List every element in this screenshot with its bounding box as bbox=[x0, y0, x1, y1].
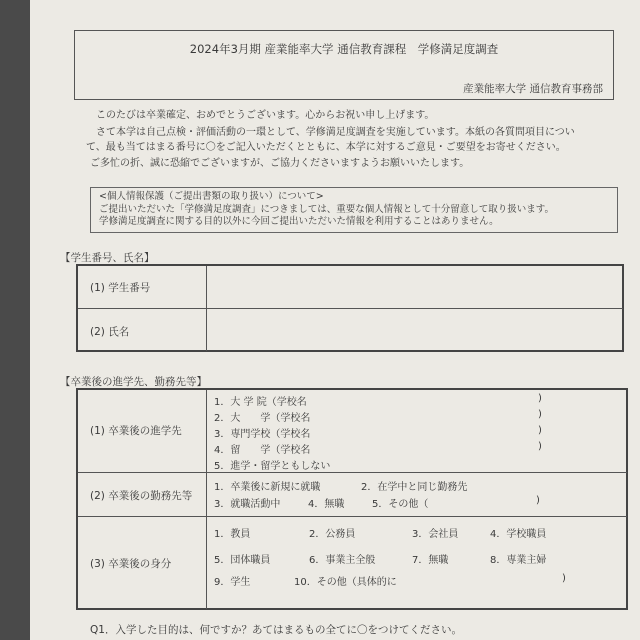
q3-close-paren: ) bbox=[562, 573, 566, 584]
table-divider bbox=[78, 516, 627, 517]
q1-option-1[interactable]: 1．大 学 院（学校名 bbox=[214, 397, 307, 408]
privacy-notice bbox=[90, 187, 618, 233]
q3-option-8[interactable]: 8．専業主婦 bbox=[490, 555, 547, 566]
privacy-line-2: 学修満足度調査に関する目的以外に今回ご提出いただいた情報を利用することはありません。 bbox=[99, 216, 499, 227]
student-info-table bbox=[76, 264, 624, 352]
q1-close-paren: ) bbox=[538, 393, 542, 404]
survey-title: 2024年3月期 産業能率大学 通信教育課程 学修満足度調査 bbox=[189, 42, 499, 56]
q1-option-3[interactable]: 3．専門学校（学校名 bbox=[214, 429, 311, 440]
q3-option-10[interactable]: 10．その他（具体的に bbox=[294, 577, 397, 588]
q3-label: (3) 卒業後の身分 bbox=[90, 558, 172, 570]
office-name: 産業能率大学 通信教育事務部 bbox=[463, 83, 603, 95]
q1-close-paren: ) bbox=[538, 441, 542, 452]
q2-option-1[interactable]: 1．卒業後に新規に就職 bbox=[214, 482, 321, 493]
survey-paper bbox=[30, 0, 640, 640]
q1-close-paren: ) bbox=[538, 409, 542, 420]
q3-option-5[interactable]: 5．団体職員 bbox=[214, 555, 271, 566]
title-box bbox=[74, 30, 614, 100]
intro-line-3: て、最も当てはまる番号に〇をご記入いただくとともに、本学に対するご意見・ご要望をお寄せください。 bbox=[86, 142, 566, 153]
intro-line-2: さて本学は自己点検・評価活動の一環として、学修満足度調査を実施しています。本紙の各質問項目につい bbox=[96, 127, 575, 138]
q3-option-1[interactable]: 1．教員 bbox=[214, 529, 251, 540]
q2-option-4[interactable]: 4．無職 bbox=[308, 499, 345, 510]
q1-option-2[interactable]: 2．大 学（学校名 bbox=[214, 413, 311, 424]
q3-option-9[interactable]: 9．学生 bbox=[214, 577, 251, 588]
q2-option-5[interactable]: 5．その他（ bbox=[372, 499, 429, 510]
table-divider bbox=[78, 308, 623, 309]
q3-option-2[interactable]: 2．公務員 bbox=[309, 529, 356, 540]
intro-line-4: ご多忙の折、誠に恐縮でございますが、ご協力くださいますようお願いいたします。 bbox=[90, 158, 470, 169]
q3-option-4[interactable]: 4．学校職員 bbox=[490, 529, 547, 540]
career-table bbox=[76, 388, 628, 610]
q2-close-paren: ) bbox=[536, 495, 540, 506]
question-1: Q1．入学した目的は、何ですか？あてはまるもの全てに〇をつけてください。 bbox=[90, 624, 462, 636]
q3-option-6[interactable]: 6．事業主全般 bbox=[309, 555, 376, 566]
student-section-heading: 【学生番号、氏名】 bbox=[60, 252, 155, 264]
table-divider bbox=[206, 390, 207, 609]
table-divider bbox=[78, 472, 627, 473]
q3-option-7[interactable]: 7．無職 bbox=[412, 555, 449, 566]
student-name-field[interactable] bbox=[208, 310, 622, 350]
student-number-label: (1) 学生番号 bbox=[90, 282, 151, 294]
intro-line-1: このたびは卒業確定、おめでとうございます。心からお祝い申し上げます。 bbox=[96, 110, 435, 121]
career-section-heading: 【卒業後の進学先、勤務先等】 bbox=[60, 376, 207, 388]
q2-option-3[interactable]: 3．就職活動中 bbox=[214, 499, 281, 510]
q1-option-4[interactable]: 4．留 学（学校名 bbox=[214, 445, 311, 456]
student-number-field[interactable] bbox=[208, 266, 622, 307]
student-name-label: (2) 氏名 bbox=[90, 326, 130, 338]
q3-option-3[interactable]: 3．会社員 bbox=[412, 529, 459, 540]
q1-close-paren: ) bbox=[538, 425, 542, 436]
privacy-heading: <個人情報保護（ご提出書類の取り扱い）について> bbox=[99, 191, 324, 202]
q2-option-2[interactable]: 2．在学中と同じ勤務先 bbox=[361, 482, 468, 493]
privacy-line-1: ご提出いただいた「学修満足度調査」につきましては、重要な個人情報として十分留意して取り扱います。 bbox=[99, 203, 555, 215]
q1-option-5[interactable]: 5．進学・留学ともしない bbox=[214, 461, 331, 472]
q2-label: (2) 卒業後の勤務先等 bbox=[90, 490, 193, 502]
q1-label: (1) 卒業後の進学先 bbox=[90, 425, 182, 437]
